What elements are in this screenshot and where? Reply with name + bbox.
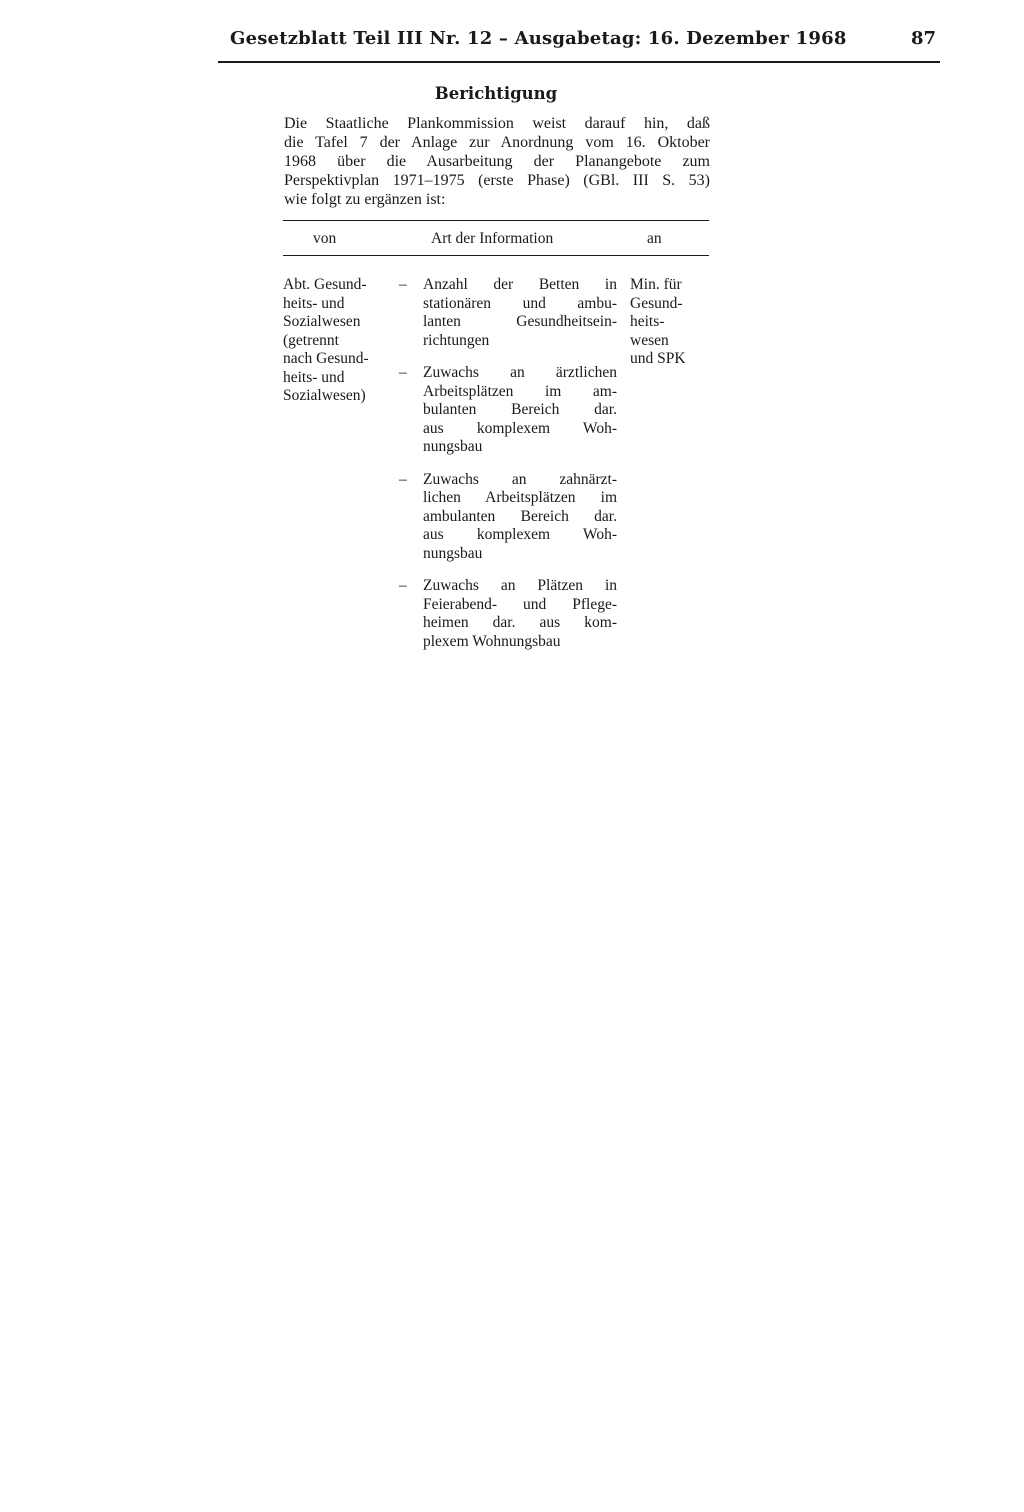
item-line: aus komplexem Woh- — [423, 526, 617, 543]
page-header — [218, 26, 940, 60]
von-line: heits- und — [283, 368, 345, 386]
an-line: Min. für — [630, 276, 682, 293]
page-number: 87 — [910, 28, 936, 49]
von-line: Sozialwesen — [283, 313, 361, 330]
item-line: heimen dar. aus kom- — [423, 614, 617, 631]
column-header-art: Art der Information — [431, 230, 554, 247]
item-line: plexem Wohnungsbau — [423, 632, 561, 650]
item-line: Zuwachs an Plätzen in — [423, 577, 617, 594]
item-line: Anzahl der Betten in — [423, 276, 617, 293]
dash-marker: – — [399, 276, 407, 293]
intro-line: Die Staatliche Plankommission weist darauf hin, daß — [284, 115, 710, 132]
list-item — [399, 276, 617, 350]
dash-marker: – — [399, 470, 407, 488]
von-line: heits- und — [283, 294, 345, 312]
an-line: und SPK — [630, 350, 686, 367]
notice-intro — [284, 114, 710, 209]
dash-marker: – — [399, 577, 407, 594]
item-line: aus komplexem Woh- — [423, 419, 617, 437]
item-line: nungsbau — [423, 544, 483, 562]
item-line: richtungen — [423, 331, 490, 349]
cell-art — [399, 276, 617, 665]
header-title: Gesetzblatt Teil III Nr. 12 – Ausgabetag: 16. Dezember 1968 — [230, 28, 847, 49]
table-rule-header — [283, 255, 709, 256]
von-line: Abt. Gesund- — [283, 276, 367, 293]
item-line: lichen Arbeitsplätzen im — [423, 489, 617, 506]
an-line: heits- — [630, 313, 665, 330]
intro-line: 1968 über die Ausarbeitung der Planangebote zum — [284, 153, 710, 170]
cell-von — [283, 276, 389, 406]
von-line: nach Gesund- — [283, 350, 369, 367]
item-line: Zuwachs an zahnärzt- — [423, 470, 617, 488]
column-header-an: an — [647, 230, 662, 247]
item-line: Arbeitsplätzen im am- — [423, 382, 617, 400]
item-line: bulanten Bereich dar. — [423, 401, 617, 418]
header-rule — [218, 61, 940, 63]
item-line: nungsbau — [423, 438, 483, 455]
intro-line: Perspektivplan 1971–1975 (erste Phase) (GBl. III S. 53) — [284, 172, 710, 189]
an-line: Gesund- — [630, 294, 683, 312]
item-line: Feierabend- und Pflege- — [423, 595, 617, 613]
list-item — [399, 577, 617, 651]
item-line: lanten Gesundheitsein- — [423, 313, 617, 330]
von-line: (getrennt — [283, 331, 339, 349]
cell-an — [630, 276, 710, 369]
item-line: ambulanten Bereich dar. — [423, 507, 617, 525]
notice-title: Berichtigung — [434, 84, 558, 103]
table-rule-top — [283, 220, 709, 221]
dash-marker: – — [399, 364, 407, 381]
intro-line: die Tafel 7 der Anlage zur Anordnung vom 16. Oktober — [284, 134, 710, 151]
an-line: wesen — [630, 331, 669, 349]
von-line: Sozialwesen) — [283, 387, 366, 404]
list-item — [399, 364, 617, 457]
item-line: Zuwachs an ärztlichen — [423, 364, 617, 381]
item-line: stationären und ambu- — [423, 294, 617, 312]
column-header-von: von — [313, 230, 337, 247]
intro-line: wie folgt zu ergänzen ist: — [284, 191, 446, 208]
list-item — [399, 471, 617, 564]
